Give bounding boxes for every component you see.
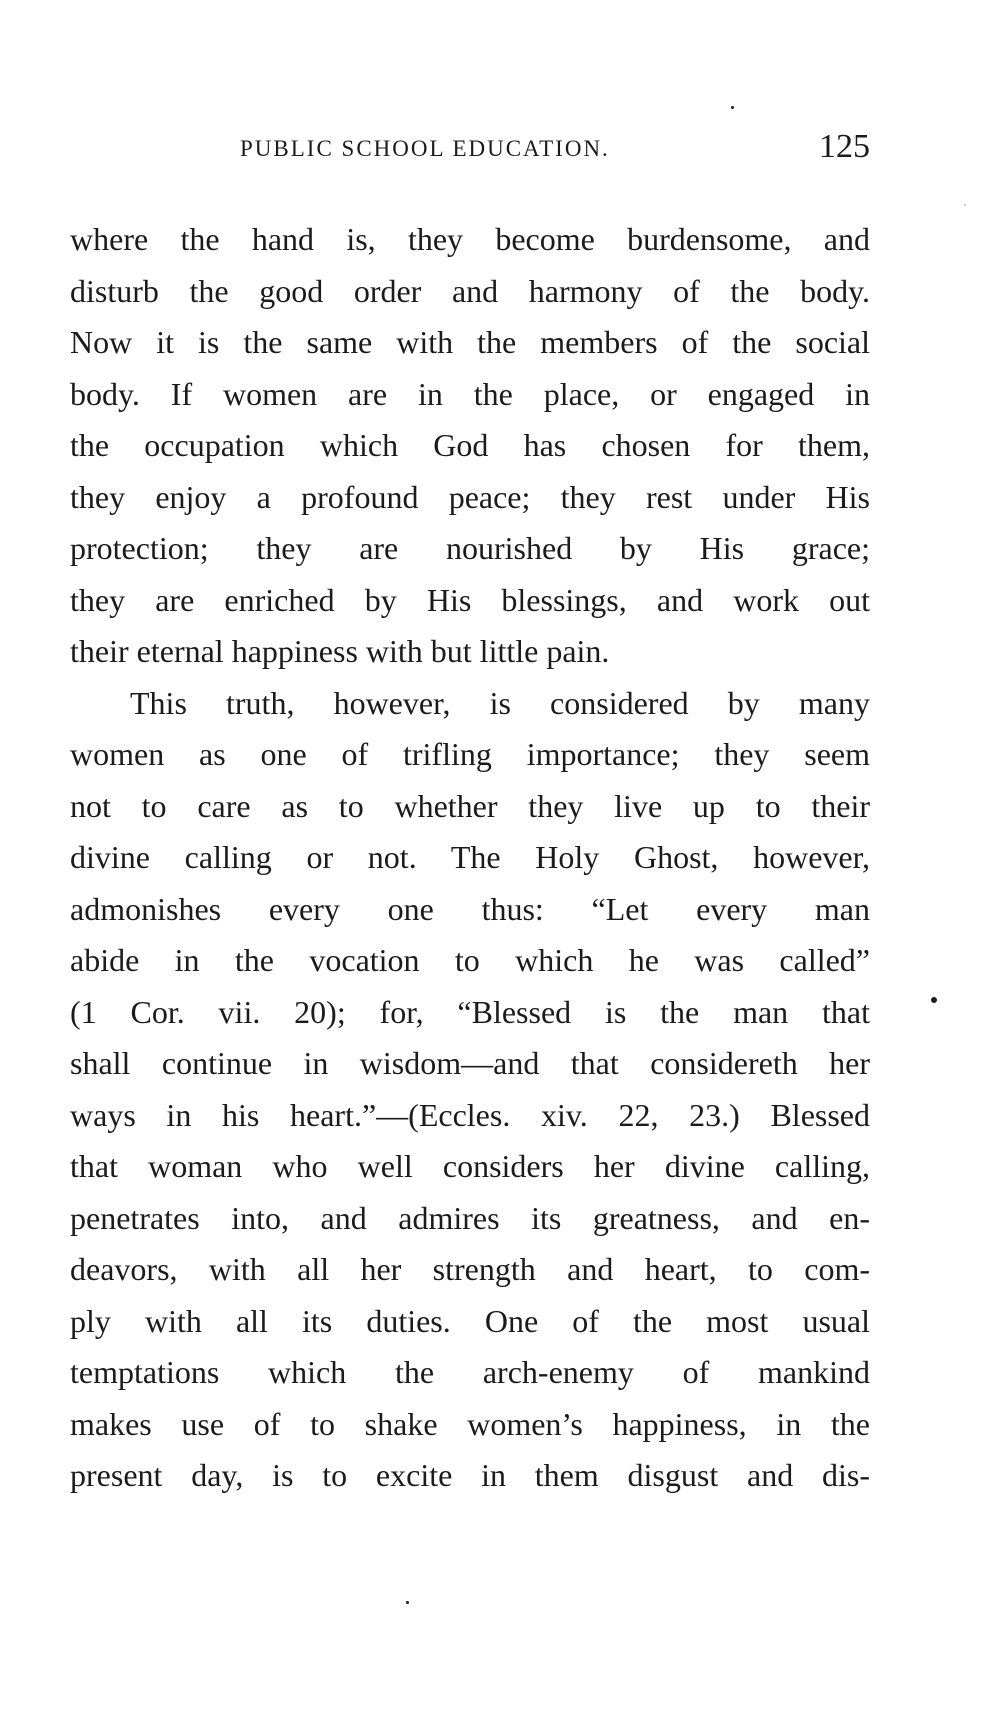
page-header [70, 128, 870, 168]
running-title: PUBLIC SCHOOL EDUCATION. [240, 136, 610, 161]
text-line: protection; they are nourished by His grace; [70, 530, 870, 566]
body-text [70, 214, 870, 1502]
text-line: they enjoy a profound peace; they rest under His [70, 478, 870, 515]
text-line: their eternal happiness with but little pain. [70, 633, 610, 669]
text-line: body. If women are in the place, or engaged in [70, 375, 870, 412]
text-line: temptations which the arch-enemy of mankind [70, 1354, 870, 1390]
page-number: 125 [819, 128, 870, 165]
text-line: ply with all its duties. One of the most usual [70, 1302, 870, 1339]
paragraph-2 [70, 678, 870, 1502]
print-speck [931, 997, 937, 1003]
text-line: not to care as to whether they live up to their [70, 787, 870, 824]
print-speck [406, 1601, 409, 1604]
paragraph-1 [70, 214, 870, 678]
text-line: where the hand is, they become burdensome, and [70, 221, 870, 257]
text-line: (1 Cor. vii. 20); for, “Blessed is the man that [70, 993, 870, 1030]
text-line: present day, is to excite in them disgust and dis- [70, 1457, 870, 1493]
text-line: ways in his heart.”—(Eccles. xiv. 22, 23.) Blessed [70, 1096, 870, 1133]
text-line: divine calling or not. The Holy Ghost, however, [70, 839, 870, 875]
text-line: This truth, however, is considered by many [130, 684, 870, 721]
text-line: disturb the good order and harmony of the body. [70, 272, 870, 309]
text-line: that woman who well considers her divine calling, [70, 1148, 870, 1184]
text-line: the occupation which God has chosen for them, [70, 427, 870, 463]
text-line: they are enriched by His blessings, and work out [70, 581, 870, 618]
print-speck [731, 106, 734, 109]
text-line: penetrates into, and admires its greatness, and en- [70, 1199, 870, 1236]
text-line: admonishes every one thus: “Let every man [70, 890, 870, 927]
text-line: abide in the vocation to which he was called” [70, 942, 870, 978]
text-line: shall continue in wisdom—and that considereth her [70, 1045, 870, 1081]
print-speck [964, 204, 966, 206]
text-line: deavors, with all her strength and heart, to com- [70, 1251, 870, 1287]
text-line: Now it is the same with the members of the social [70, 324, 870, 360]
text-line: women as one of trifling importance; they seem [70, 736, 870, 772]
text-line: makes use of to shake women’s happiness, in the [70, 1405, 870, 1442]
